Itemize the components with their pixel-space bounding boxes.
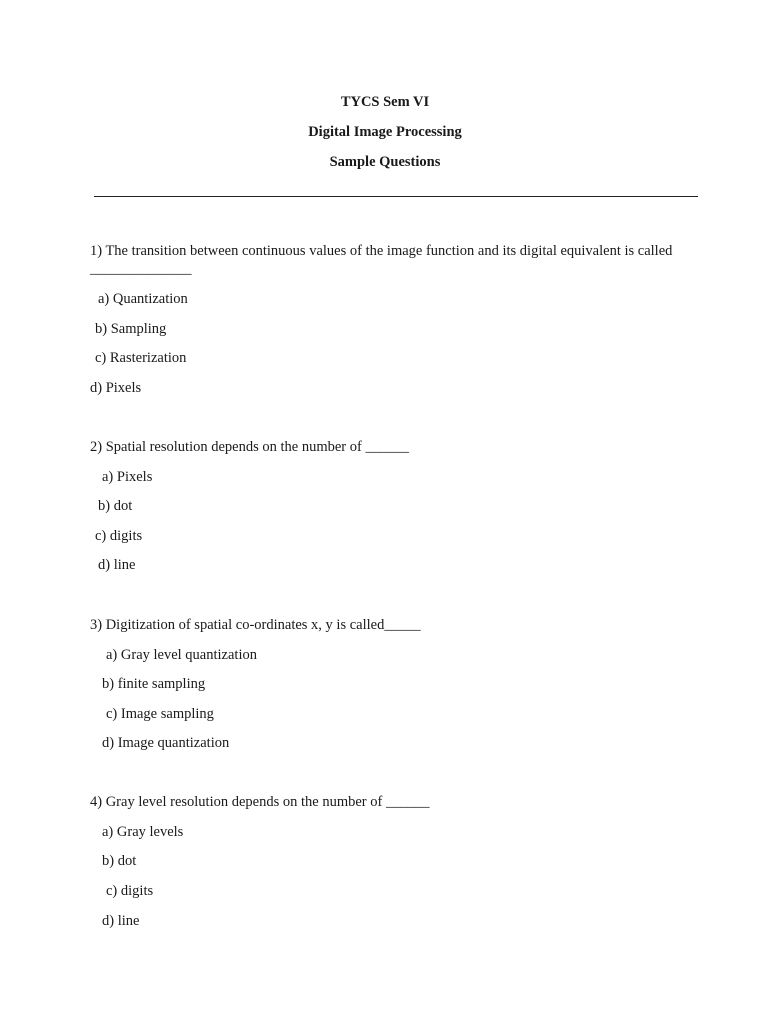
question-1-option-d: d) Pixels — [90, 380, 142, 396]
question-3-option-c: c) Image sampling — [106, 706, 214, 722]
header-course: TYCS Sem VI — [340, 94, 430, 110]
question-1-option-b: b) Sampling — [95, 321, 167, 337]
header-subject: Digital Image Processing — [308, 124, 462, 140]
question-3-text: 3) Digitization of spatial co-ordinates x, y is called_____ — [90, 617, 421, 633]
question-4-option-d: d) line — [102, 913, 140, 929]
header-title: Sample Questions — [329, 154, 441, 170]
question-4-text: 4) Gray level resolution depends on the number of ______ — [90, 794, 430, 810]
question-4-option-a: a) Gray levels — [102, 824, 184, 840]
question-1-option-a: a) Quantization — [98, 291, 188, 307]
question-2-text: 2) Spatial resolution depends on the number of ______ — [90, 439, 409, 455]
question-2-option-a: a) Pixels — [102, 469, 153, 485]
question-4-option-c: c) digits — [106, 883, 154, 899]
question-1-text: 1) The transition between continuous values of the image function and its digital equivalent is called — [90, 243, 673, 259]
question-1-blank: ______________ — [90, 261, 192, 277]
question-1-option-c: c) Rasterization — [95, 350, 187, 366]
question-3-option-a: a) Gray level quantization — [106, 647, 257, 663]
question-2-option-d: d) line — [98, 557, 136, 573]
question-3-option-b: b) finite sampling — [102, 676, 206, 692]
question-2-option-c: c) digits — [95, 528, 143, 544]
question-3-option-d: d) Image quantization — [102, 735, 230, 751]
header-divider — [94, 196, 698, 197]
question-4-option-b: b) dot — [102, 853, 137, 869]
question-2-option-b: b) dot — [98, 498, 133, 514]
